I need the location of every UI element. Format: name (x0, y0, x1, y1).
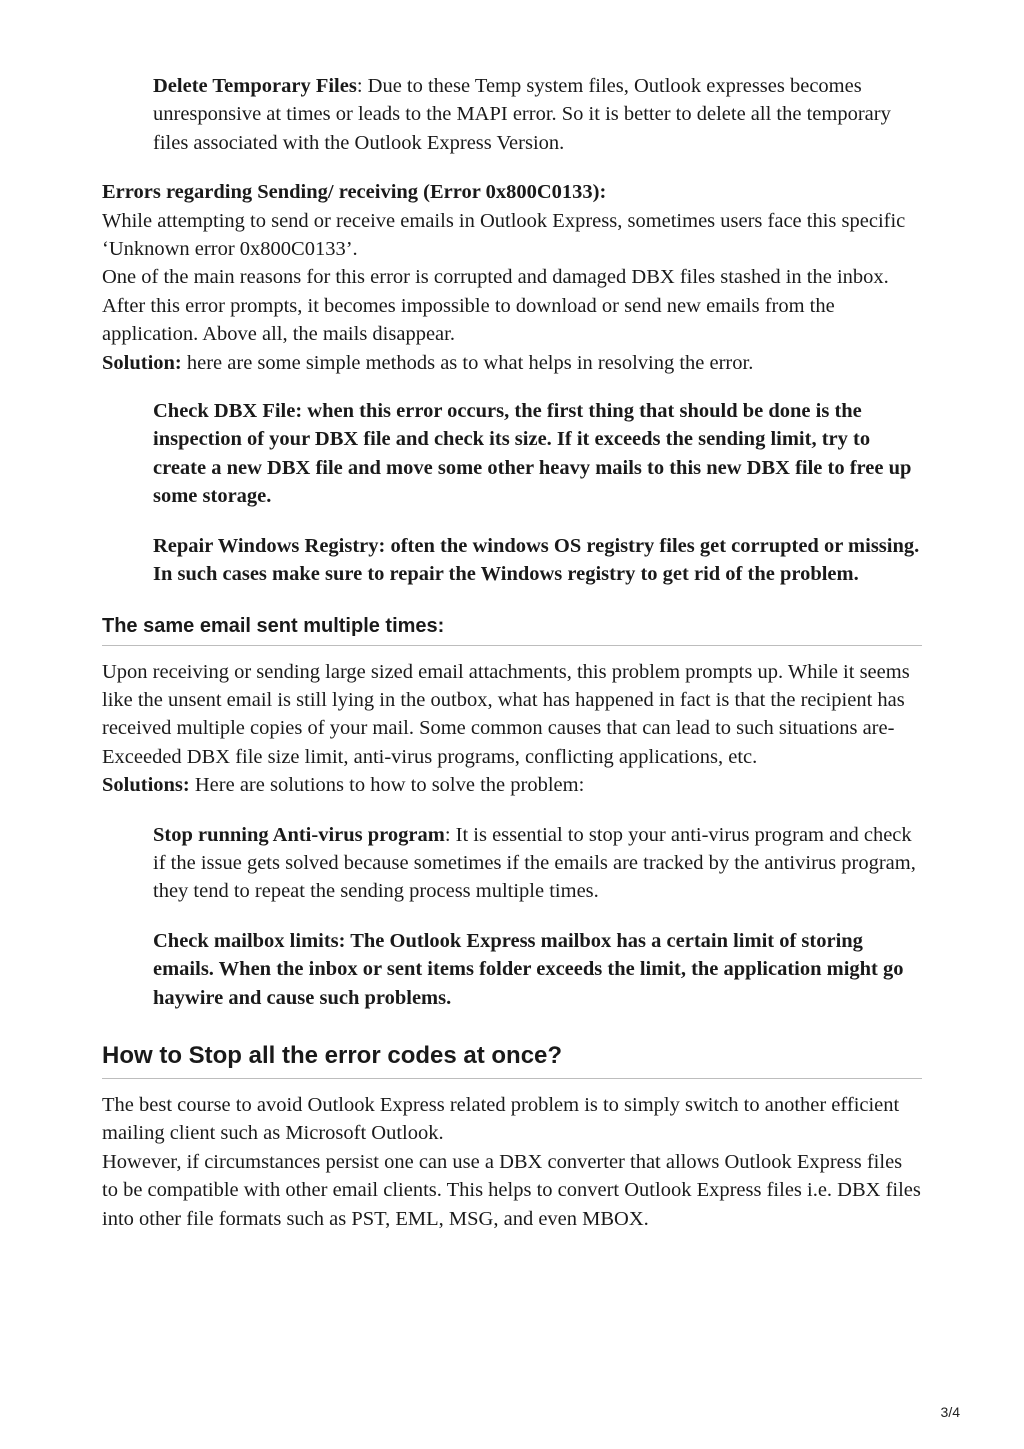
solutions-line (102, 771, 922, 799)
temp-files-label: Delete Temporary Files (153, 75, 357, 97)
stop-errors-para1: The best course to avoid Outlook Express related problem is to simply switch to another efficient mailing client such as Microsoft Outlook. (102, 1093, 900, 1145)
sending-error-para2: One of the main reasons for this error is corrupted and damaged DBX files stashed in the inbox. After this error prompts, it becomes impossible to download or send new emails from the application. Above all, the mails disappear. (102, 266, 889, 346)
stop-errors-heading: How to Stop all the error codes at once? (102, 1042, 922, 1079)
antivirus-label: Stop running Anti-virus program (153, 823, 445, 846)
sending-error-para1: While attempting to send or receive emails in Outlook Express, sometimes users face this specific ‘Unknown error 0x800C0133’. (102, 209, 906, 261)
check-dbx-item: Check DBX File: when this error occurs, the first thing that should be done is the inspection of your DBX file and check its size. If it exceeds the sending limit, try to create a new DBX file and move some other heavy mails to this new DBX file to free up some storage. (153, 400, 912, 508)
solutions-label: Solutions: (102, 774, 190, 797)
mailbox-limits-item: Check mailbox limits: The Outlook Express mailbox has a certain limit of storing emails. When the inbox or sent items folder exceeds the limit, the application might go haywire and cause such problems. (153, 929, 904, 1009)
temp-files-text: : Due to these Temp system files, Outlook expresses becomes unresponsive at times or leads to the MAPI error. So it is better to delete all the temporary files associated with the Outlook Express Version. (153, 75, 891, 154)
repair-registry-item: Repair Windows Registry: often the windows OS registry files get corrupted or missing. In such cases make sure to repair the Windows registry to get rid of the problem. (153, 534, 920, 586)
antivirus-text: : It is essential to stop your anti-virus program and check if the issue gets solved because sometimes if the emails are tracked by the antivirus program, they tend to repeat the sending process multiple times. (153, 823, 916, 903)
page-number: 3/4 (940, 1404, 960, 1420)
solutions-text: Here are solutions to how to solve the problem: (189, 774, 585, 797)
document-page (102, 0, 922, 1233)
temp-files-item (153, 72, 922, 157)
antivirus-item (153, 821, 922, 906)
solution-label: Solution: (102, 351, 182, 374)
solution-text: here are some simple methods as to what helps in resolving the error. (181, 351, 754, 374)
multiple-sends-heading: The same email sent multiple times: (102, 615, 922, 646)
multiple-sends-para1: Upon receiving or sending large sized email attachments, this problem prompts up. While it seems like the unsent email is still lying in the outbox, what has happened in fact is that the recipient has received multiple copies of your mail. Some common causes that can lead to such situations are- Exceeded DBX file size limit, anti-virus programs, conflicting applications, etc. (102, 660, 910, 768)
stop-errors-para2: However, if circumstances persist one can use a DBX converter that allows Outlook Express files to be compatible with other email clients. This helps to convert Outlook Express files i.e. DBX files into other file formats such as PST, EML, MSG, and even MBOX. (102, 1150, 921, 1230)
solution-line (102, 349, 922, 377)
sending-error-heading: Errors regarding Sending/ receiving (Error 0x800C0133): (102, 181, 607, 204)
